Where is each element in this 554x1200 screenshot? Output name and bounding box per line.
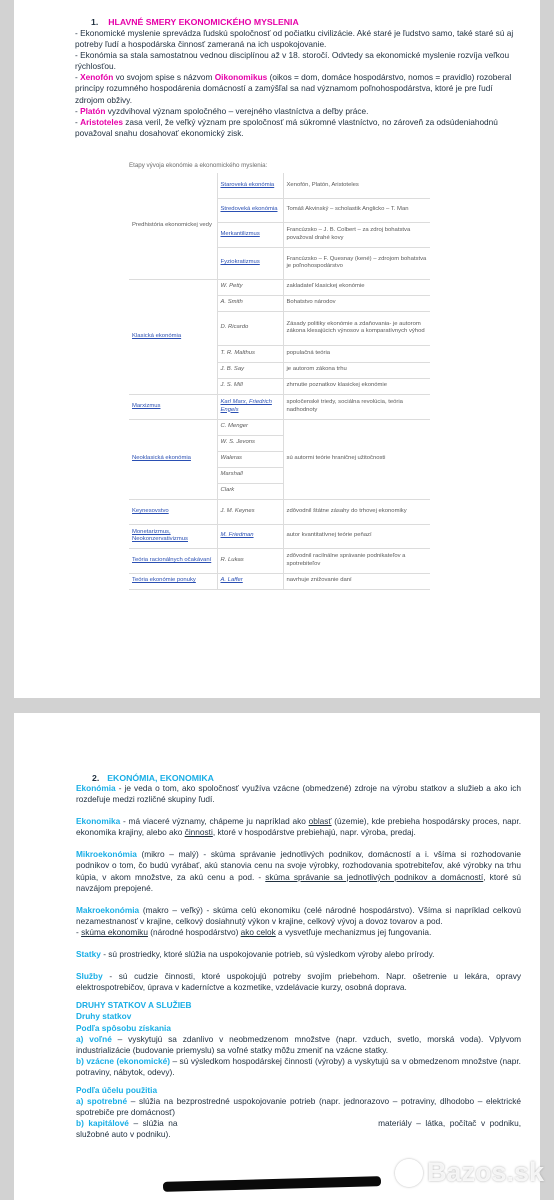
section-heading-2: 2. EKONÓMIA, EKONOMIKA bbox=[92, 773, 214, 783]
page2-text bbox=[76, 773, 521, 1140]
paragraph-sluzby: Služby - sú cudzie činnosti, ktoré uspokojujú potreby svojím priebehom. Napr. ošetrenie u lekára, opravy elektrospotrebičov, úprava v kaderníctve a kozmetike, vzdelávacie kurzy, osobná doprava. bbox=[76, 971, 521, 993]
table-cell: sú autormi teórie hraničnej užitočnosti bbox=[283, 419, 430, 499]
document-page-1 bbox=[14, 0, 540, 698]
table-cell: zdôvodnil racilnálne správanie podnikateľov a spotrebiteľov bbox=[283, 548, 430, 573]
subheading-druhy: DRUHY STATKOV A SLUŽIEB bbox=[76, 1000, 192, 1011]
table-cell: Tomáš Akvinský – scholastik Anglicko – T. Man bbox=[283, 198, 430, 222]
table-cell: Francúzsko – J. B. Colbert – za zdroj bohatstva považoval drahé kovy bbox=[283, 222, 430, 247]
table-cell: J. B. Say bbox=[217, 362, 283, 378]
table-cell: zdôvodnil štátne zásahy do trhovej ekonomiky bbox=[283, 499, 430, 524]
table-link[interactable]: Fyziokratizmus bbox=[217, 247, 283, 279]
page1-text bbox=[75, 17, 521, 139]
table-link[interactable]: Merkantilizmus bbox=[217, 222, 283, 247]
table-link[interactable]: Klasická ekonómia bbox=[129, 279, 217, 394]
table-cell: Clark bbox=[217, 483, 283, 499]
table-cell: spoločenské triedy, sociálna revolúcia, teória nadhodnoty bbox=[283, 394, 430, 419]
subheading-podla-ucelu: Podľa účelu použitia bbox=[76, 1084, 158, 1095]
paragraph-mikroekonomia: Mikroekonómia (mikro – malý) - skúma správanie jednotlivých podnikov, domácností a i. všíma si rozhodovanie podnikov o tom, čo budú vyrábať, akú stanovia cenu na svoje výrobky, rozhodovania spotrebiteľov, aké výrobky na trhu kúpia, v akom množstve, za akú cenu a pod. - skúma správanie sa jednotlivých podnikov a domácností, ktoré sú navzájom prepojené. bbox=[76, 849, 522, 893]
paragraph: - Ekonómia sa stala samostatnou vednou disciplínou až v 18. storočí. Odvtedy sa ekonomické myslenie rozvíja veľkou rýchlosťou. bbox=[75, 50, 510, 72]
table-cell: Predhistória ekonomickej vedy bbox=[129, 173, 217, 279]
paragraph-kapitalove: b) kapitálové – slúžia na materiály – látka, počítač v podniku, služobné auto v podniku). bbox=[76, 1118, 522, 1140]
table-cell: J. S. Mill bbox=[217, 378, 283, 394]
table-link[interactable]: Teória ekonómie ponuky bbox=[129, 573, 217, 589]
watermark-logo-icon bbox=[395, 1159, 423, 1187]
paragraph-statky: Statky - sú prostriedky, ktoré slúžia na uspokojovanie potrieb, sú výsledkom výroby alebo prírody. bbox=[76, 949, 435, 960]
watermark bbox=[395, 1157, 544, 1188]
economic-thought-stages-table bbox=[129, 173, 430, 590]
table-link[interactable]: Neoklasická ekonómia bbox=[129, 419, 217, 499]
table-link[interactable]: Staroveká ekonómia bbox=[217, 173, 283, 198]
table-cell: C. Menger bbox=[217, 419, 283, 435]
section-heading-1: 1. HLAVNÉ SMERY EKONOMICKÉHO MYSLENIA bbox=[91, 17, 299, 27]
table-cell: Marshall bbox=[217, 467, 283, 483]
paragraph-volne: a) voľné – vyskytujú sa zdanlivo v neobmedzenom množstve (napr. vzduch, svetlo, morská voda). Vplyvom industrializácie (budovanie priemyslu) sa voľné statky môžu zmeniť na vzácne statky. bbox=[76, 1033, 522, 1055]
table-cell: Bohatstvo národov bbox=[283, 295, 430, 311]
paragraph-spotrebne: a) spotrebné – slúžia na bezprostredné uspokojovanie potrieb (napr. jednorazovo – potraviny, dlhodobo – elektrické spotrebiče pre domácnosť) bbox=[76, 1096, 522, 1118]
table-cell: Zásady politiky ekonómie a zdaňovania- je autorom zákona klesajúcich výnosov a komparatívnych výhod bbox=[283, 311, 430, 345]
table-cell: Francúzsko – F. Quesnay (kené) – zdrojom bohatstva je poľnohospodárstvo bbox=[283, 247, 430, 279]
redaction-mark bbox=[163, 1176, 381, 1192]
subheading-druhy-statkov: Druhy statkov bbox=[76, 1011, 132, 1022]
table-cell: Xenofón, Platón, Aristoteles bbox=[283, 173, 430, 198]
table-link[interactable]: Marxizmus bbox=[129, 394, 217, 419]
table-link[interactable]: A. Laffer bbox=[217, 573, 283, 589]
table-cell: A. Smith bbox=[217, 295, 283, 311]
table-link[interactable]: Monetarizmus, Neokonzervativizmus bbox=[129, 524, 217, 548]
table-cell: W. S. Jevons bbox=[217, 435, 283, 451]
table-link[interactable]: Keynesovstvo bbox=[129, 499, 217, 524]
table-cell: R. Lukas bbox=[217, 548, 283, 573]
table-link[interactable]: Karl Marx, Friedrich Engels bbox=[217, 394, 283, 419]
table-cell: Waleras bbox=[217, 451, 283, 467]
table-link[interactable]: Stredoveká ekonómia bbox=[217, 198, 283, 222]
paragraph: - Ekonomické myslenie sprevádza ľudskú spoločnosť od počiatku civilizácie. Aké staré je ľudstvo samo, také staré sú aj potreby ľudí a hospodárska činnosť zameraná na ich uspokojovanie. bbox=[75, 28, 514, 50]
paragraph-aristoteles: - Aristoteles zasa veril, že veľký význam pre spoločnosť má súkromné vlastníctvo, no zároveň za odsúdeniahodnú považoval snahu dosahovať ekonomický zisk. bbox=[75, 116, 498, 138]
table-cell: D. Ricardo bbox=[217, 311, 283, 345]
table-cell: zhrnutie poznatkov klasickej ekonómie bbox=[283, 378, 430, 394]
document-page-2 bbox=[14, 713, 540, 1200]
paragraph-ekonomika: Ekonomika - má viaceré významy, chápeme ju napríklad ako oblasť (územie), kde prebieha hospodársky proces, napr. ekonomika krajiny, alebo ako činnosti, ktoré v hospodárstve prebiehajú, napr. výroba, predaj. bbox=[76, 816, 522, 838]
paragraph-xenofon: - Xenofón vo svojom spise s názvom Oikonomikus (oikos = dom, domáce hospodárstvo, nomos = pravidlo) rozoberal princípy rozumného hospodárenia domácností a zamýšľal sa nad významom poľnohospodárstva, ktoré je pre ľudí zdrojom obživy. bbox=[75, 72, 512, 105]
paragraph-platon: - Platón vyzdvihoval význam spoločného – verejného vlastníctva a deľby práce. bbox=[75, 105, 369, 116]
table-cell: je autorom zákona trhu bbox=[283, 362, 430, 378]
table-cell: J. M. Keynes bbox=[217, 499, 283, 524]
table-caption: Etapy vývoja ekonómie a ekonomického myslenia: bbox=[129, 162, 268, 169]
paragraph-ekonomia: Ekonómia - je veda o tom, ako spoločnosť využíva vzácne (obmedzené) zdroje na výrobu statkov a služieb a ako ich rozdeľuje medzi rozličné skupiny ľudí. bbox=[76, 783, 521, 805]
table-cell: autor kvantitatívnej teórie peňazí bbox=[283, 524, 430, 548]
paragraph-vzacne: b) vzácne (ekonomické) – sú výsledkom hospodárskej činnosti (výroby) a vyskytujú sa v obmedzenom množstve (napr. potraviny, nábytok, odevy). bbox=[76, 1055, 521, 1077]
subheading-podla-ziskania: Podľa spôsobu získania bbox=[76, 1022, 171, 1033]
table-cell: zakladateľ klasickej ekonómie bbox=[283, 279, 430, 295]
watermark-text: Bazos.sk bbox=[426, 1157, 544, 1187]
table-link[interactable]: Teória racionálnych očakávaní bbox=[129, 548, 217, 573]
table-link[interactable]: M. Friedman bbox=[217, 524, 283, 548]
table-cell: navrhuje znižovanie daní bbox=[283, 573, 430, 589]
table-cell: populačná teória bbox=[283, 345, 430, 362]
table-cell: T. R. Malthus bbox=[217, 345, 283, 362]
table-cell: W. Petty bbox=[217, 279, 283, 295]
paragraph-makroekonomia: Makroekonómia (makro – veľký) - skúma celú ekonomiku (celé národné hospodárstvo). Všíma si napríklad celkovú nezamestnanosť v krajine, celkový dosiahnutý výkon v krajine, celkový vývoj a dovoz tovarov a pod. - skúma ekonomiku (národné hospodárstvo) ako celok a vysvetľuje mechanizmus jej fungovania. bbox=[76, 904, 521, 937]
